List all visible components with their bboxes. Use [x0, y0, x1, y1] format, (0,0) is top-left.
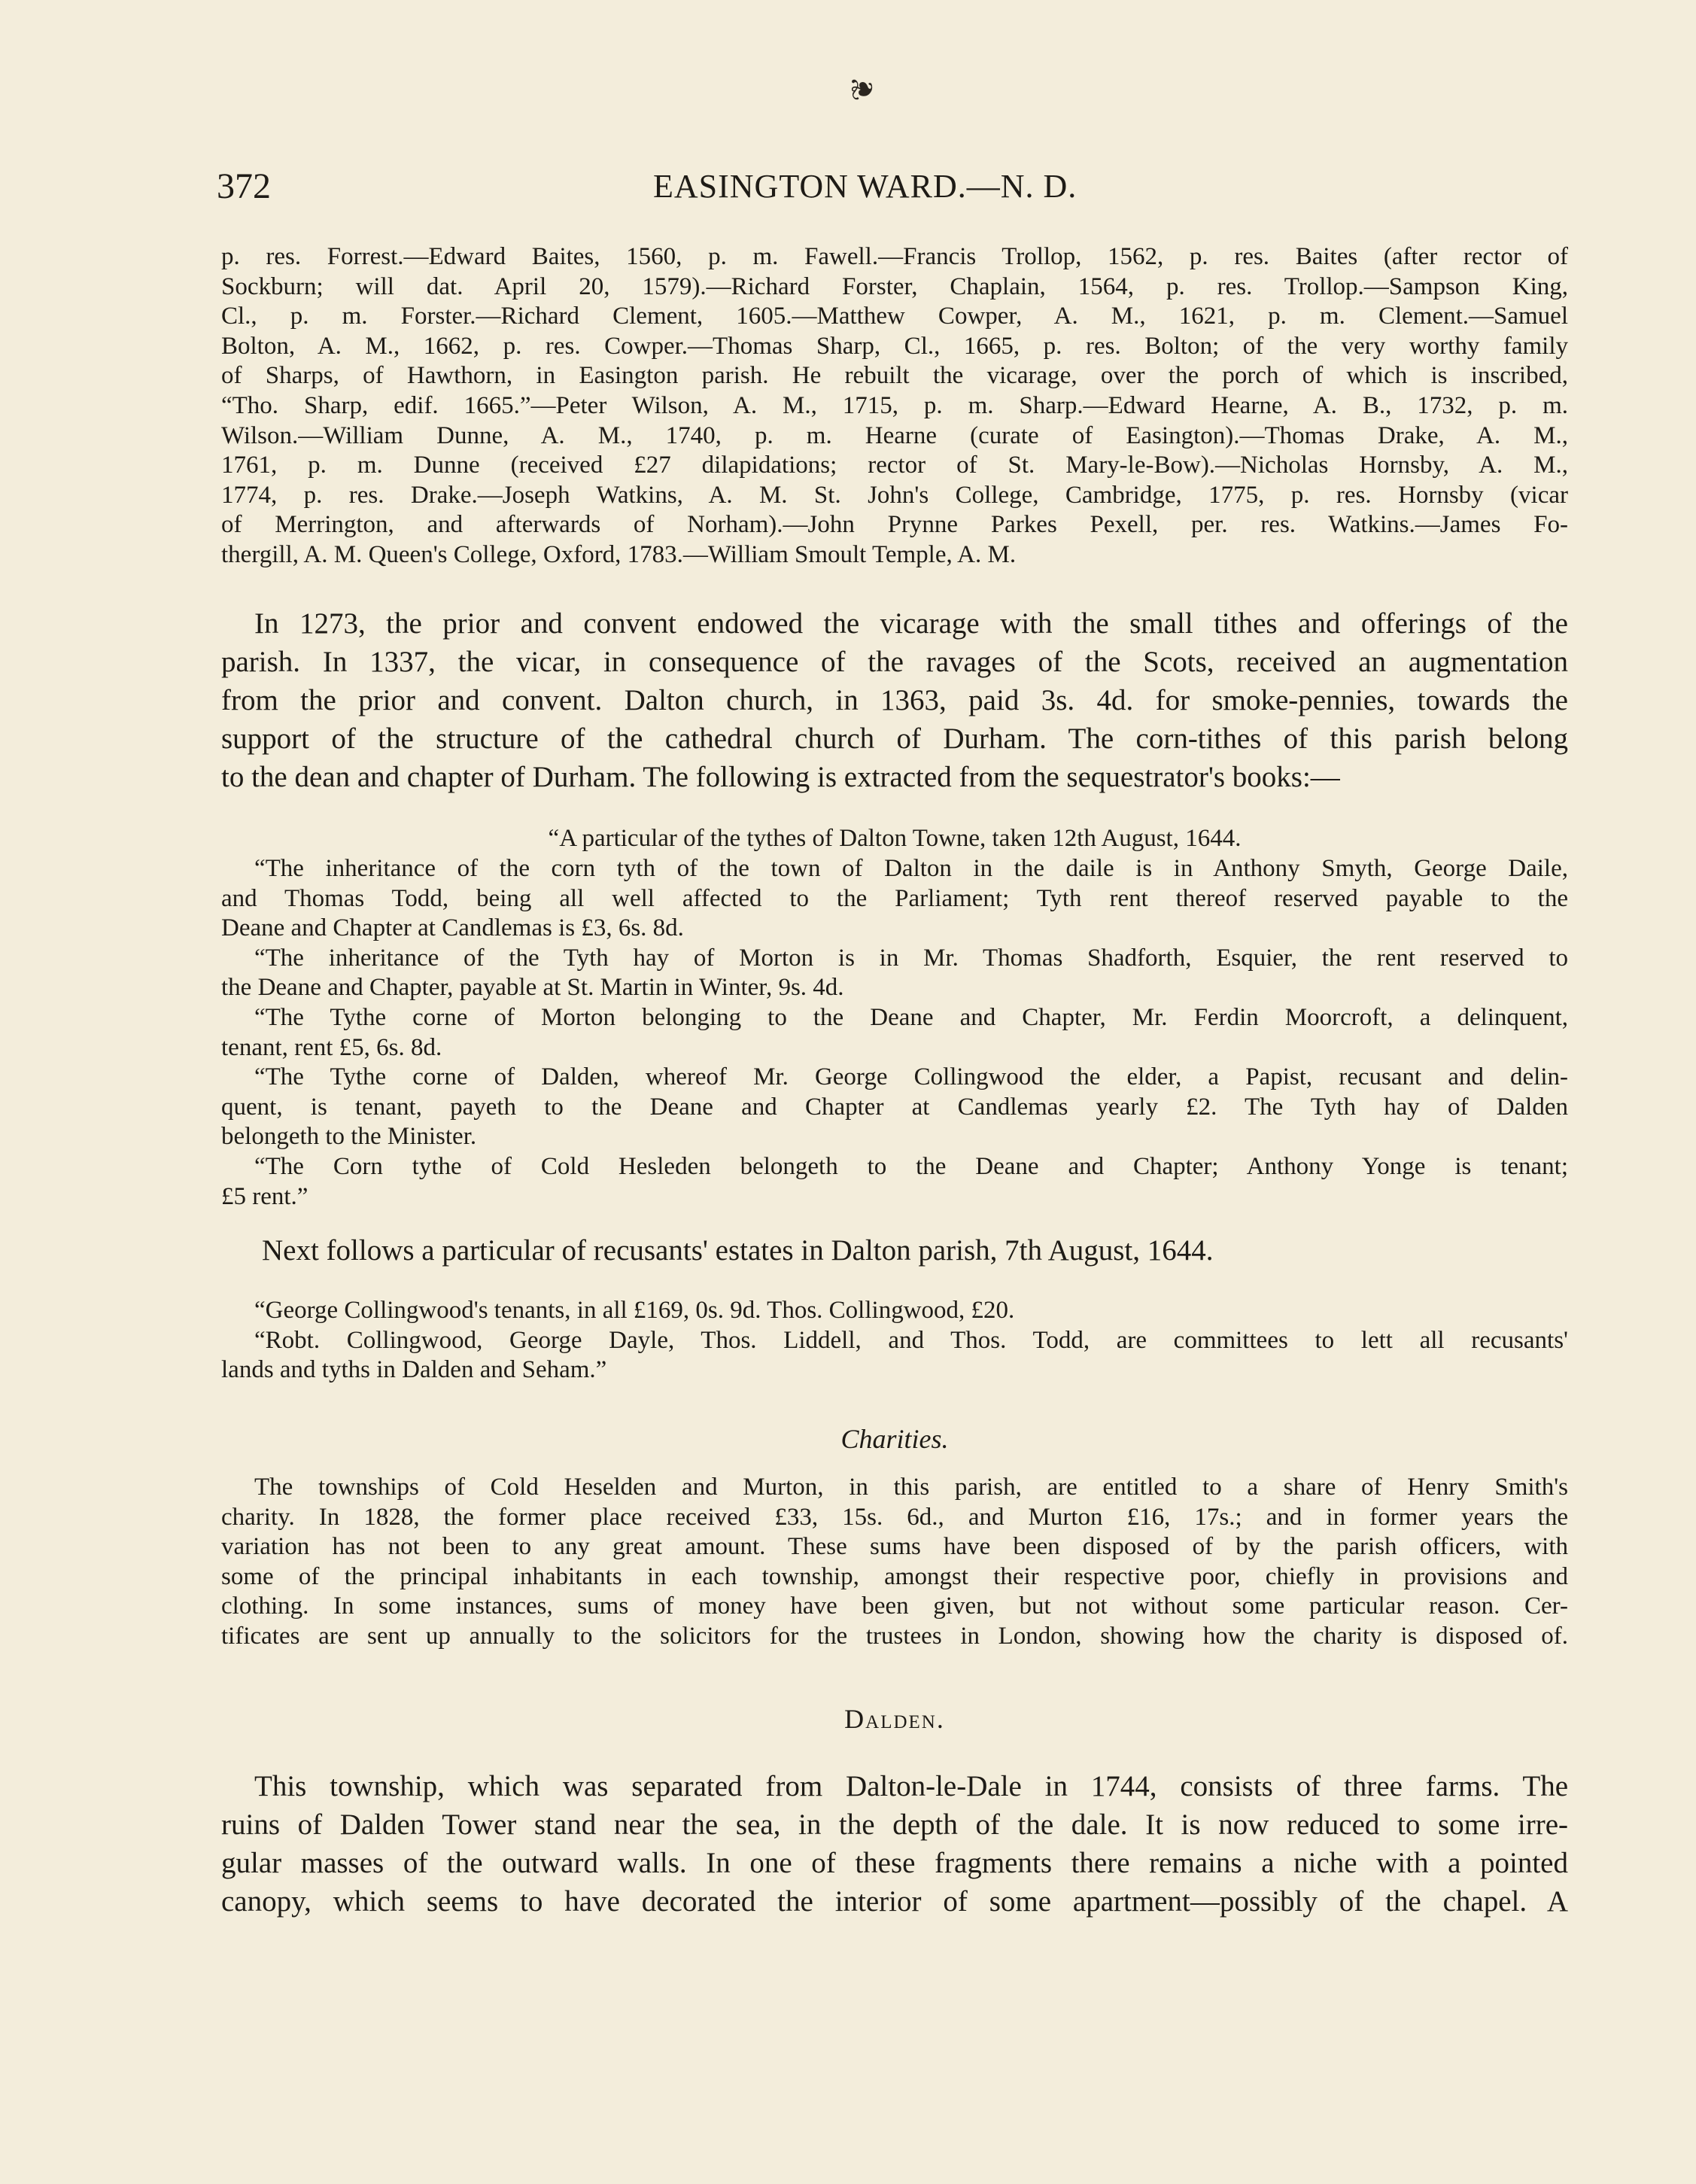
text-line: Bolton, A. M., 1662, p. res. Cowper.—Thomas Sharp, Cl., 1665, p. res. Bolton; of the very worthy family	[221, 332, 1568, 360]
text-line: belongeth to the Minister.	[221, 1123, 477, 1151]
text-line: lands and tyths in Dalden and Seham.”	[221, 1356, 607, 1384]
text-line: Cl., p. m. Forster.—Richard Clement, 1605.—Matthew Cowper, A. M., 1621, p. m. Clement.—Samuel	[221, 303, 1568, 330]
text-line: of Merrington, and afterwards of Norham).—John Prynne Parkes Pexell, per. res. Watkins.—James Fo-	[221, 511, 1568, 539]
charities-paragraph	[221, 1473, 1568, 1652]
text-line: This township, which was separated from Dalton-le-Dale in 1744, consists of three farms. The	[254, 1770, 1568, 1802]
text-line: charity. In 1828, the former place received £33, 15s. 6d., and Murton £16, 17s.; and in former years the	[221, 1503, 1568, 1531]
quote-title: “A particular of the tythes of Dalton Towne, taken 12th August, 1644.	[548, 825, 1242, 852]
sequestrator-quote	[221, 854, 1568, 1212]
text-line: 1774, p. res. Drake.—Joseph Watkins, A. M. St. John's College, Cambridge, 1775, p. res. Hornsby (vicar	[221, 481, 1568, 509]
text-line: to the dean and chapter of Durham. The following is extracted from the sequestrator's books:—	[221, 761, 1340, 793]
page-header	[217, 164, 1571, 209]
text-line: Wilson.—William Dunne, A. M., 1740, p. m. Hearne (curate of Easington).—Thomas Drake, A. M.,	[221, 421, 1568, 449]
text-line: some of the principal inhabitants in each township, amongst their respective poor, chiefly in provisions and	[221, 1562, 1568, 1590]
text-line: thergill, A. M. Queen's College, Oxford, 1783.—William Smoult Temple, A. M.	[221, 540, 1017, 568]
text-line: Sockburn; will dat. April 20, 1579).—Richard Forster, Chaplain, 1564, p. res. Trollop.—Sampson King,	[221, 272, 1568, 300]
text-line: clothing. In some instances, sums of money have been given, but not without some particular reason. Cer-	[221, 1592, 1568, 1620]
text-line: support of the structure of the cathedral church of Durham. The corn-tithes of this parish belong	[221, 722, 1568, 755]
text-line: £5 rent.”	[221, 1182, 309, 1210]
page-number: 372	[217, 166, 271, 206]
text-line: and Thomas Todd, being all well affected to the Parliament; Tyth rent thereof reserved payable to the	[221, 884, 1568, 912]
charities-title: Charities.	[840, 1424, 949, 1454]
text-line: quent, is tenant, payeth to the Deane and Chapter at Candlemas yearly £2. The Tyth hay of Dalden	[221, 1093, 1568, 1121]
text-line: variation has not been to any great amount. These sums have been disposed of by the parish officers, with	[221, 1533, 1568, 1561]
text-line: parish. In 1337, the vicar, in consequence of the ravages of the Scots, received an augmentation	[221, 646, 1568, 678]
recusants-list	[221, 1296, 1568, 1386]
text-line: “Robt. Collingwood, George Dayle, Thos. Liddell, and Thos. Todd, are committees to lett all recusants'	[254, 1326, 1568, 1354]
sequestrator-quote-title	[221, 824, 1568, 854]
dalden-paragraph	[221, 1767, 1568, 1921]
text-line: from the prior and convent. Dalton church, in 1363, paid 3s. 4d. for smoke-pennies, towards the	[221, 684, 1568, 716]
text-line: tificates are sent up annually to the solicitors for the trustees in London, showing how the charity is disposed of.	[221, 1622, 1568, 1650]
printer-ornament-icon: ❦	[845, 76, 880, 102]
text-line: In 1273, the prior and convent endowed the vicarage with the small tithes and offerings of the	[254, 607, 1568, 640]
vicar-list	[221, 242, 1568, 570]
dalden-title: Dalden.	[844, 1704, 945, 1734]
text-line: canopy, which seems to have decorated the interior of some apartment—possibly of the chapel. A	[221, 1885, 1568, 1918]
text-line: “Tho. Sharp, edif. 1665.”—Peter Wilson, A. M., 1715, p. m. Sharp.—Edward Hearne, A. B., 1732, p. m.	[221, 391, 1568, 419]
text-line: The townships of Cold Heselden and Murton, in this parish, are entitled to a share of Henry Smith's	[254, 1474, 1568, 1501]
text-line: the Deane and Chapter, payable at St. Martin in Winter, 9s. 4d.	[221, 974, 844, 1002]
text-line: gular masses of the outward walls. In one of these fragments there remains a niche with a pointed	[221, 1847, 1568, 1879]
text-line: of Sharps, of Hawthorn, in Easington parish. He rebuilt the vicarage, over the porch of which is inscribed,	[221, 362, 1568, 390]
text-line: 1761, p. m. Dunne (received £27 dilapidations; rector of St. Mary-le-Bow).—Nicholas Hornsby, A. M.,	[221, 452, 1568, 479]
text-line: “The inheritance of the Tyth hay of Morton is in Mr. Thomas Shadforth, Esquier, the rent reserved to	[254, 944, 1568, 972]
text-line: “The Tythe corne of Morton belonging to the Deane and Chapter, Mr. Ferdin Moorcroft, a delinquent,	[254, 1003, 1568, 1031]
main-paragraph	[221, 604, 1568, 796]
text-line: “The Corn tythe of Cold Hesleden belongeth to the Deane and Chapter; Anthony Yonge is tenant;	[254, 1152, 1568, 1180]
text-line: tenant, rent £5, 6s. 8d.	[221, 1033, 442, 1061]
running-head: EASINGTON WARD.—N. D.	[653, 168, 1077, 205]
text-line: “The Tythe corne of Dalden, whereof Mr. George Collingwood the elder, a Papist, recusant and delin-	[254, 1063, 1568, 1091]
text-line: “The inheritance of the corn tyth of the town of Dalton in the daile is in Anthony Smyth, George Daile,	[254, 855, 1568, 882]
text-line: “George Collingwood's tenants, in all £169, 0s. 9d. Thos. Collingwood, £20.	[254, 1297, 1015, 1324]
text-line: Deane and Chapter at Candlemas is £3, 6s. 8d.	[221, 914, 684, 942]
text-line: ruins of Dalden Tower stand near the sea, in the depth of the dale. It is now reduced to some irre-	[221, 1808, 1568, 1841]
recusants-heading: Next follows a particular of recusants' estates in Dalton parish, 7th August, 1644.	[262, 1234, 1214, 1267]
text-line: p. res. Forrest.—Edward Baites, 1560, p. m. Fawell.—Francis Trollop, 1562, p. res. Baites (after rector of	[221, 243, 1568, 270]
